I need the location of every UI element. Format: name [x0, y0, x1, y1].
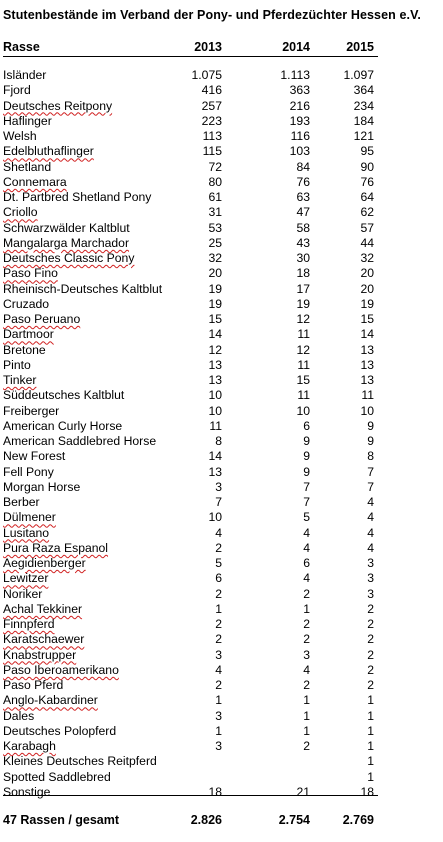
table-row — [0, 266, 443, 281]
value-2014: 3 — [303, 647, 310, 662]
value-2015: 1 — [367, 739, 374, 753]
value-2015: 62 — [360, 205, 374, 220]
value-2014: 19 — [296, 296, 310, 311]
breed-name: Deutsches Classic Pony — [3, 251, 135, 265]
value-2015: 13 — [360, 373, 374, 387]
breed-name: Deutsches Reitpony — [3, 98, 113, 113]
value-2013: 4 — [215, 525, 222, 540]
value-2015: 2 — [367, 647, 374, 662]
total-label: 47 Rassen / gesamt — [3, 813, 120, 827]
value-2013: 3 — [215, 739, 222, 753]
value-2014: 193 — [289, 113, 310, 128]
value-2015: 1 — [367, 769, 374, 784]
value-2013: 53 — [208, 220, 222, 235]
value-2013: 20 — [208, 266, 222, 281]
value-2015: 44 — [360, 235, 374, 250]
table-row — [0, 632, 443, 647]
value-2013: 113 — [202, 129, 222, 143]
value-2014: 12 — [296, 312, 310, 326]
value-2014: 9 — [303, 434, 310, 448]
table-row — [0, 282, 443, 297]
value-2014: 58 — [296, 220, 310, 235]
header-2014: 2014 — [282, 40, 310, 54]
page-title: Stutenbestände im Verband der Pony- und Pferdezüchter Hessen e.V. — [3, 8, 421, 22]
value-2014: 1 — [303, 601, 310, 616]
value-2015: 13 — [360, 357, 374, 372]
value-2014: 11 — [297, 327, 310, 342]
value-2014: 11 — [297, 357, 310, 372]
breed-name: Criollo — [3, 205, 38, 220]
table-row — [0, 343, 443, 358]
value-2015: 8 — [367, 449, 374, 464]
breed-name: Welsh — [3, 129, 37, 143]
total-2015: 2.769 — [342, 813, 374, 827]
breed-name: Isländer — [3, 68, 47, 82]
header-2015: 2015 — [346, 40, 374, 54]
breed-name: Sonstige — [3, 784, 51, 799]
breed-name: Rheinisch-Deutsches Kaltblut — [3, 281, 163, 296]
value-2013: 8 — [215, 434, 222, 448]
value-2014: 1 — [303, 693, 310, 708]
value-2015: 15 — [360, 312, 374, 326]
table-row — [0, 648, 443, 663]
value-2014: 1 — [303, 723, 310, 738]
breed-name: Edelbluthaflinger — [3, 144, 94, 159]
breed-name: Paso Fino — [3, 266, 58, 281]
table-row — [0, 465, 443, 480]
table-row — [0, 175, 443, 190]
table-row — [0, 99, 443, 114]
value-2015: 64 — [360, 190, 374, 204]
value-2014: 10 — [296, 403, 310, 418]
table-row — [0, 526, 443, 541]
breed-name: Lewitzer — [3, 571, 49, 586]
value-2014: 116 — [290, 129, 310, 143]
value-2014: 47 — [296, 205, 310, 220]
value-2015: 1 — [367, 708, 374, 723]
value-2014: 4 — [303, 662, 310, 677]
table-row — [0, 190, 443, 205]
breed-name: Tinker — [3, 373, 37, 387]
value-2013: 2 — [215, 632, 222, 647]
breed-name: Morgan Horse — [3, 479, 81, 494]
value-2013: 1 — [215, 693, 222, 708]
value-2013: 13 — [208, 357, 222, 372]
value-2013: 10 — [208, 388, 222, 403]
value-2013: 72 — [208, 159, 222, 174]
breed-name: Knabstrupper — [3, 647, 77, 662]
value-2015: 7 — [367, 479, 374, 494]
value-2014: 63 — [296, 190, 310, 204]
breed-name: Karatschaewer — [3, 632, 85, 647]
breed-name: Cruzado — [3, 296, 50, 311]
value-2013: 115 — [202, 144, 222, 159]
table-row — [0, 449, 443, 464]
value-2015: 3 — [367, 556, 374, 570]
breed-name: Lusitano — [3, 525, 50, 540]
table-row — [0, 541, 443, 556]
value-2013: 3 — [215, 479, 222, 494]
value-2013: 10 — [208, 510, 222, 525]
value-2013: 31 — [208, 205, 222, 220]
value-2014: 2 — [303, 617, 310, 631]
value-2014: 11 — [297, 388, 310, 403]
value-2013: 2 — [215, 678, 222, 692]
value-2013: 1 — [215, 723, 222, 738]
value-2015: 1.097 — [343, 68, 374, 82]
value-2015: 2 — [367, 632, 374, 647]
breed-name: Pura Raza Espanol — [3, 540, 109, 555]
table-row — [0, 587, 443, 602]
value-2015: 90 — [360, 159, 374, 174]
value-2014: 9 — [303, 449, 310, 464]
value-2015: 184 — [353, 113, 374, 128]
value-2013: 19 — [208, 296, 222, 311]
value-2015: 14 — [360, 327, 374, 342]
breed-name: American Saddlebred Horse — [3, 434, 157, 448]
value-2015: 2 — [367, 678, 374, 692]
breed-name: Bretone — [3, 342, 46, 357]
value-2013: 18 — [208, 784, 222, 799]
value-2015: 3 — [367, 586, 374, 601]
value-2013: 257 — [201, 98, 222, 113]
value-2015: 95 — [360, 144, 374, 159]
table-row — [0, 114, 443, 129]
table-row — [0, 724, 443, 739]
table-row — [0, 480, 443, 495]
value-2013: 5 — [215, 556, 222, 570]
table-row — [0, 510, 443, 525]
value-2015: 1 — [367, 754, 374, 769]
value-2013: 19 — [208, 281, 222, 296]
breed-name: Berber — [3, 495, 40, 509]
header-divider — [3, 56, 378, 57]
value-2014: 9 — [303, 464, 310, 479]
breed-name: Süddeutsches Kaltblut — [3, 388, 125, 403]
table-row — [0, 404, 443, 419]
table-row — [0, 709, 443, 724]
value-2014: 84 — [296, 159, 310, 174]
value-2014: 2 — [303, 632, 310, 647]
value-2015: 4 — [367, 525, 374, 540]
value-2014: 76 — [296, 174, 310, 189]
table-row — [0, 739, 443, 754]
table-row — [0, 205, 443, 220]
value-2014: 2 — [303, 678, 310, 692]
table-row — [0, 419, 443, 434]
value-2015: 13 — [360, 342, 374, 357]
value-2014: 7 — [303, 495, 310, 509]
total-2014: 2.754 — [278, 813, 310, 827]
value-2013: 1 — [215, 601, 222, 616]
value-2015: 20 — [360, 281, 374, 296]
header-2013: 2013 — [194, 40, 222, 54]
table-row — [0, 495, 443, 510]
value-2013: 10 — [208, 403, 222, 418]
total-row — [0, 813, 443, 829]
value-2015: 18 — [360, 784, 374, 799]
value-2014: 43 — [296, 235, 310, 250]
table-row — [0, 358, 443, 373]
value-2015: 9 — [367, 418, 374, 433]
value-2014: 1 — [303, 708, 310, 723]
table-row — [0, 434, 443, 449]
value-2014: 21 — [296, 784, 310, 799]
value-2013: 223 — [201, 113, 222, 128]
value-2014: 15 — [296, 373, 310, 387]
total-2013: 2.826 — [190, 813, 222, 827]
value-2014: 7 — [303, 479, 310, 494]
value-2015: 57 — [360, 220, 374, 235]
value-2015: 9 — [367, 434, 374, 448]
breed-name: Paso Pferd — [3, 678, 64, 692]
breed-name: Karabagh — [3, 739, 56, 753]
value-2015: 2 — [367, 601, 374, 616]
table-row — [0, 221, 443, 236]
value-2014: 216 — [289, 98, 310, 113]
value-2015: 4 — [367, 540, 374, 555]
value-2014: 2 — [303, 739, 310, 753]
value-2014: 1.113 — [280, 68, 310, 82]
value-2015: 19 — [360, 296, 374, 311]
breed-name: New Forest — [3, 449, 66, 464]
table-row — [0, 571, 443, 586]
breed-name: Noriker — [3, 586, 43, 601]
table-row — [0, 160, 443, 175]
value-2014: 4 — [303, 540, 310, 555]
breed-name: Kleines Deutsches Reitpferd — [3, 754, 157, 769]
value-2015: 2 — [367, 662, 374, 677]
table-body — [0, 68, 443, 800]
breed-name: Anglo-Kabardiner — [3, 693, 98, 708]
value-2013: 61 — [208, 190, 222, 204]
breed-name: Achal Tekkiner — [3, 601, 83, 616]
value-2014: 2 — [303, 586, 310, 601]
breed-name: Deutsches Polopferd — [3, 723, 117, 738]
value-2014: 18 — [296, 266, 310, 281]
table-row — [0, 129, 443, 144]
table-row — [0, 297, 443, 312]
value-2015: 11 — [361, 388, 374, 403]
value-2014: 4 — [303, 525, 310, 540]
value-2013: 13 — [208, 373, 222, 387]
value-2013: 1.075 — [191, 68, 222, 82]
table-header — [0, 40, 443, 56]
value-2013: 15 — [208, 312, 222, 326]
table-row — [0, 144, 443, 159]
value-2015: 32 — [360, 251, 374, 265]
value-2015: 20 — [360, 266, 374, 281]
value-2014: 4 — [303, 571, 310, 586]
value-2014: 6 — [303, 556, 310, 570]
breed-name: Dt. Partbred Shetland Pony — [3, 190, 152, 204]
table-row — [0, 312, 443, 327]
value-2013: 416 — [201, 83, 222, 98]
value-2015: 2 — [367, 617, 374, 631]
breed-name: Fjord — [3, 83, 31, 98]
breed-name: Dartmoor — [3, 327, 54, 342]
table-row — [0, 236, 443, 251]
table-row — [0, 556, 443, 571]
value-2015: 4 — [367, 495, 374, 509]
value-2013: 12 — [208, 342, 222, 357]
value-2015: 76 — [360, 174, 374, 189]
table-row — [0, 251, 443, 266]
value-2013: 3 — [215, 647, 222, 662]
value-2014: 5 — [303, 510, 310, 525]
breed-name: Freiberger — [3, 403, 60, 418]
table-row — [0, 388, 443, 403]
value-2013: 2 — [215, 617, 222, 631]
table-row — [0, 373, 443, 388]
table-row — [0, 754, 443, 769]
value-2014: 12 — [296, 342, 310, 357]
value-2014: 103 — [289, 144, 310, 159]
value-2013: 13 — [208, 464, 222, 479]
breed-name: Paso Peruano — [3, 312, 81, 326]
breed-name: Pinto — [3, 357, 31, 372]
breed-name: Mangalarga Marchador — [3, 235, 130, 250]
value-2013: 7 — [215, 495, 222, 509]
breed-name: Spotted Saddlebred — [3, 769, 111, 784]
header-rasse: Rasse — [3, 40, 40, 54]
value-2013: 2 — [215, 586, 222, 601]
value-2014: 6 — [303, 418, 310, 433]
value-2013: 14 — [208, 449, 222, 464]
value-2013: 11 — [209, 418, 222, 433]
value-2013: 3 — [215, 708, 222, 723]
breed-name: Aegidienberger — [3, 556, 86, 570]
table-row — [0, 663, 443, 678]
value-2014: 363 — [289, 83, 310, 98]
table-row — [0, 617, 443, 632]
value-2014: 30 — [296, 251, 310, 265]
breed-name: Paso Iberoamerikano — [3, 662, 119, 677]
value-2013: 14 — [208, 327, 222, 342]
total-divider — [3, 795, 378, 796]
value-2015: 1 — [367, 693, 374, 708]
table-row — [0, 770, 443, 785]
breed-name: Fell Pony — [3, 464, 54, 479]
value-2015: 3 — [367, 571, 374, 586]
table-row — [0, 83, 443, 98]
value-2015: 121 — [353, 129, 374, 143]
table-row — [0, 785, 443, 800]
value-2015: 10 — [360, 403, 374, 418]
value-2015: 1 — [367, 723, 374, 738]
value-2013: 25 — [208, 235, 222, 250]
value-2015: 234 — [353, 98, 374, 113]
breed-name: Connemara — [3, 174, 67, 189]
breed-name: Shetland — [3, 159, 52, 174]
breed-name: American Curly Horse — [3, 418, 123, 433]
table-row — [0, 678, 443, 693]
breed-name: Dales — [3, 708, 35, 723]
value-2013: 6 — [215, 571, 222, 586]
value-2015: 4 — [367, 510, 374, 525]
breed-name: Haflinger — [3, 113, 52, 128]
table-row — [0, 327, 443, 342]
value-2013: 80 — [208, 174, 222, 189]
breed-name: Schwarzwälder Kaltblut — [3, 220, 130, 235]
value-2015: 7 — [367, 464, 374, 479]
value-2015: 364 — [353, 83, 374, 98]
value-2013: 32 — [208, 251, 222, 265]
breed-name: Dülmener — [3, 510, 56, 525]
value-2014: 17 — [296, 281, 310, 296]
table-row — [0, 693, 443, 708]
table-row — [0, 68, 443, 83]
value-2013: 4 — [215, 662, 222, 677]
value-2013: 2 — [215, 540, 222, 555]
table-row — [0, 602, 443, 617]
breed-name: Finnpferd — [3, 617, 55, 631]
